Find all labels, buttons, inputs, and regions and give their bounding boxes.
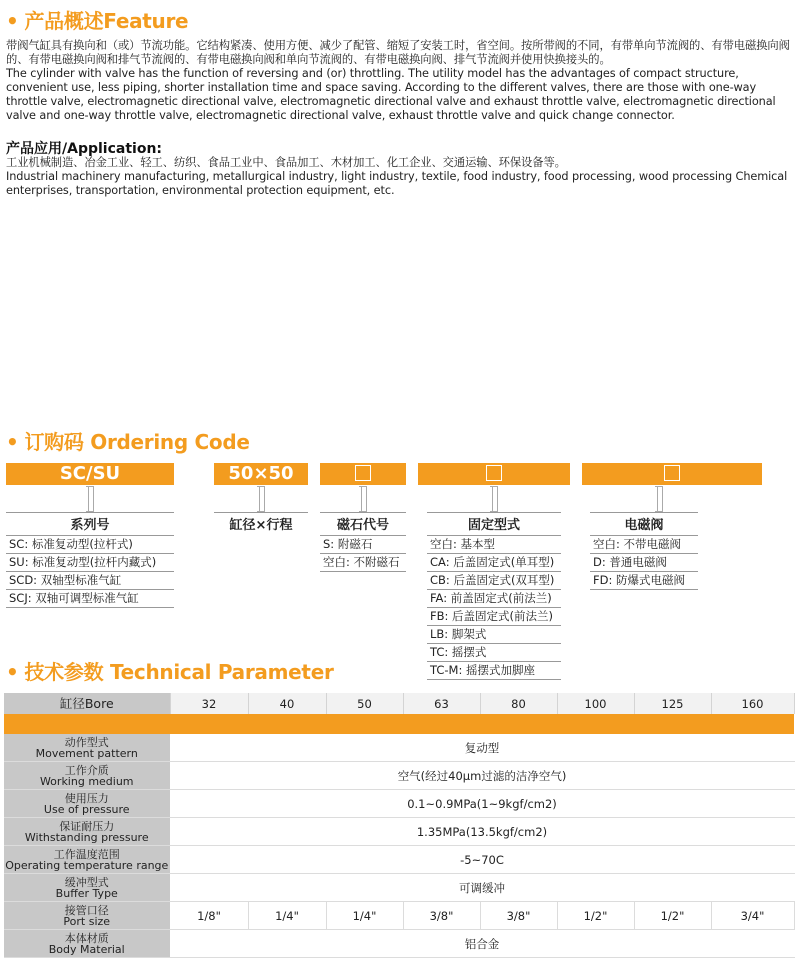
code-box-mounting [418,463,570,485]
bore-stroke-header: 缸径×行程 [214,512,308,535]
solenoid-column [590,512,698,590]
bullet-dot-icon: • [6,660,19,684]
orange-separator-row [4,714,794,734]
feature-description [6,39,795,123]
param-row-material [4,930,794,958]
param-value: 铝合金 [170,930,794,958]
feature-title: • 产品概述Feature [6,9,189,33]
application-text-zh: 工业机械制造、冶金工业、轻工、纺织、食品工业中、食品加工、木材加工、化工企业、交通运输、环保设备等。 [6,156,566,169]
bullet-dot-icon: • [6,9,19,33]
param-row-buffer [4,874,794,902]
series-item: SCJ: 双轴可调型标准气缸 [6,590,174,608]
param-label: 动作型式 Movement pattern [4,734,170,762]
bullet-dot-icon: • [6,430,19,454]
param-label: 本体材质 Body Material [4,930,170,958]
param-row-medium [4,762,794,790]
param-value: -5~70C [170,846,794,874]
param-label: 使用压力 Use of pressure [4,790,170,818]
port-value: 1/4" [326,902,403,930]
param-value: 复动型 [170,734,794,762]
placeholder-square-icon [486,465,502,481]
mounting-item: 空白: 基本型 [427,536,561,554]
bore-value: 40 [248,693,326,714]
param-label: 保证耐压力 Withstanding pressure [4,818,170,846]
magnet-header: 磁石代号 [320,512,406,536]
param-row-movement [4,734,794,762]
port-value: 1/4" [248,902,326,930]
mounting-header: 固定型式 [427,512,561,536]
port-value: 3/4" [711,902,794,930]
connector-stem [88,486,94,512]
code-box-bore-stroke: 50×50 [214,463,308,485]
param-label: 工作介质 Working medium [4,762,170,790]
application-title: 产品应用/Application: [6,141,163,157]
mounting-column [427,512,561,680]
mounting-item: CB: 后盖固定式(双耳型) [427,572,561,590]
placeholder-square-icon [355,465,371,481]
technical-title: • 技术参数 Technical Parameter [6,660,334,684]
param-row-temperature [4,846,794,874]
application-text-en: Industrial machinery manufacturing, metallurgical industry, light industry, textile, food industry, food processing, wood processing Chemical enterprises, transportation, environmental protection equipment, etc. [6,170,788,197]
solenoid-header: 电磁阀 [590,512,698,536]
param-value: 可调缓冲 [170,874,794,902]
param-row-pressure [4,790,794,818]
param-label: 缓冲型式 Buffer Type [4,874,170,902]
port-value: 3/8" [480,902,557,930]
bore-value: 80 [480,693,557,714]
code-box-solenoid [582,463,762,485]
port-value: 1/2" [557,902,634,930]
series-header: 系列号 [6,512,174,536]
bore-value: 125 [634,693,711,714]
bore-row [4,693,794,714]
connector-stem [361,486,367,512]
param-value: 0.1~0.9MPa(1~9kgf/cm2) [170,790,794,818]
solenoid-item: D: 普通电磁阀 [590,554,698,572]
series-column [6,512,174,608]
solenoid-item: 空白: 不带电磁阀 [590,536,698,554]
port-value: 1/2" [634,902,711,930]
placeholder-square-icon [664,465,680,481]
magnet-item: 空白: 不附磁石 [320,554,406,572]
port-value: 3/8" [403,902,480,930]
mounting-item: FB: 后盖固定式(前法兰) [427,608,561,626]
bore-value: 32 [170,693,248,714]
code-box-magnet [320,463,406,485]
connector-stem [259,486,265,512]
param-label: 工作温度范围 Operating temperature range [5,847,169,872]
param-label: 接管口径 Port size [4,902,170,930]
solenoid-item: FD: 防爆式电磁阀 [590,572,698,590]
connector-stem [492,486,498,512]
mounting-item: FA: 前盖固定式(前法兰) [427,590,561,608]
technical-parameter-table [4,693,795,958]
bore-value: 100 [557,693,634,714]
feature-text-en: The cylinder with valve has the function of reversing and (or) throttling. The utility model has the advantages of compact structure, convenient use, less piping, shorter installation time and space saving. According to the different valves, there are those with one-way throttle valve, electromagnetic directional valve, electromagnetic directional valve and exhaust throttle valve, electromagnetic directional valve and one-way throttle valve, electromagnetic directional valve, exhaust throttle valve and quick change connector. [6,67,776,122]
series-item: SC: 标准复动型(拉杆式) [6,536,174,554]
bore-value: 50 [326,693,403,714]
series-item: SCD: 双轴型标准气缸 [6,572,174,590]
magnet-column [320,512,406,572]
bore-stroke-column [214,512,308,535]
application-description [6,156,795,198]
orange-separator [4,714,794,734]
bore-value: 63 [403,693,480,714]
magnet-item: S: 附磁石 [320,536,406,554]
mounting-item: LB: 脚架式 [427,626,561,644]
mounting-item: TC: 摇摆式 [427,644,561,662]
series-item: SU: 标准复动型(拉杆内藏式) [6,554,174,572]
port-value: 1/8" [170,902,248,930]
feature-text-zh: 带阀气缸具有换向和（或）节流功能。它结构紧凑、使用方便、减少了配管、缩短了安装工时，省空间。按所带阀的不同，有带单向节流阀的、有带电磁换向阀的、有带电磁换向阀和排气节流阀的、有带电磁换向阀和单向节流阀的、有带电磁换向阀、排气节流阀并使用快换接头的。 [6,39,790,66]
mounting-item: TC-M: 摇摆式加脚座 [427,662,561,680]
bore-value: 160 [711,693,794,714]
param-row-withstanding [4,818,794,846]
connector-stem [657,486,663,512]
param-value: 空气(经过40μm过滤的洁净空气) [170,762,794,790]
param-row-port [4,902,794,930]
param-value: 1.35MPa(13.5kgf/cm2) [170,818,794,846]
code-box-series: SC/SU [6,463,174,485]
bore-label: 缸径Bore [4,693,170,714]
ordering-title: • 订购码 Ordering Code [6,430,250,454]
mounting-item: CA: 后盖固定式(单耳型) [427,554,561,572]
